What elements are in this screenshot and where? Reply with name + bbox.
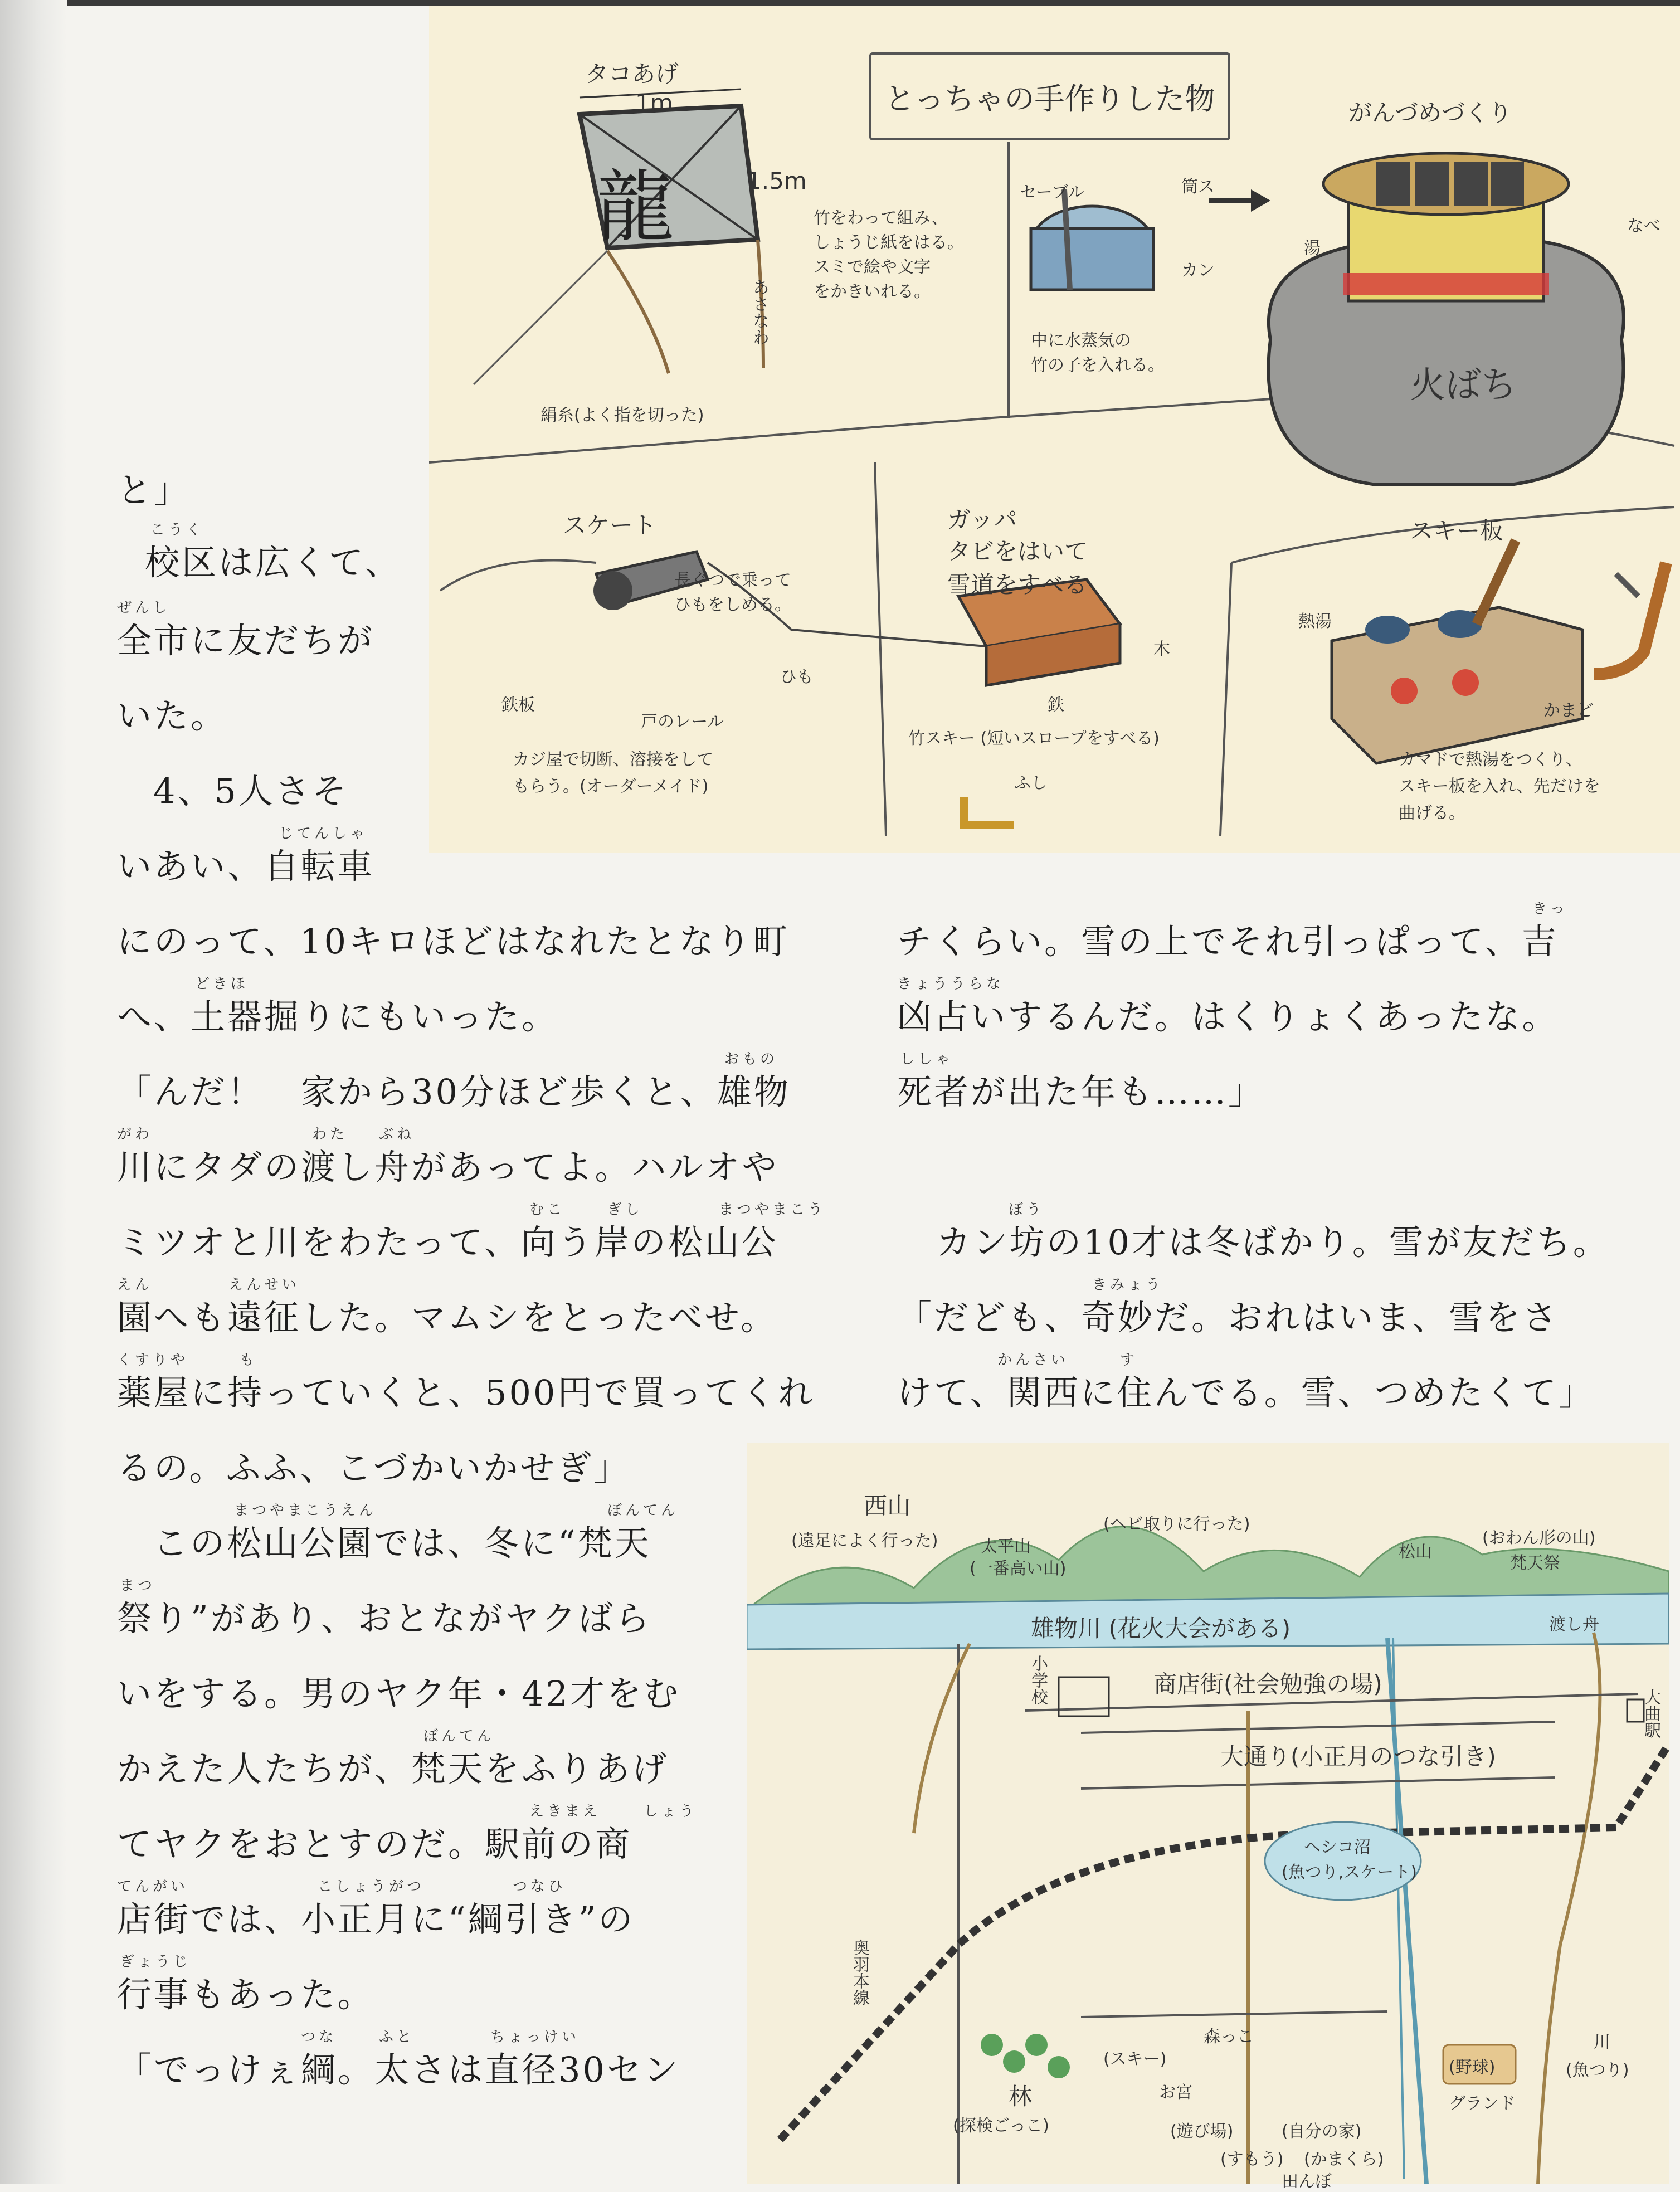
- kawa-label: 川: [1594, 2033, 1610, 2052]
- map-label: 梵天祭: [1510, 1553, 1560, 1573]
- text-line: 「だども、奇妙だ。おれはいま、雪をさ: [897, 1297, 1560, 1338]
- skate-tetsuita: 鉄板: [501, 695, 535, 715]
- text-line: 園へも遠征した。マムシをとったべせ。: [117, 1297, 777, 1338]
- crafts-illustration: [429, 6, 1680, 853]
- ski-desc-line: カマドで熱湯をつくり、: [1399, 750, 1582, 769]
- map-label: 西山: [864, 1492, 911, 1519]
- ferry-label: 渡し舟: [1549, 1615, 1599, 1634]
- river-label: 雄物川 (花火大会がある): [1031, 1615, 1291, 1642]
- ruby-text: てんがい: [117, 1878, 189, 1895]
- text-line: 店街では、小正月に“綱引き”の: [117, 1899, 635, 1940]
- pond-label: ヘシコ沼: [1304, 1838, 1371, 1857]
- kite-desc-line: 竹をわって組み、: [814, 208, 948, 228]
- page-gutter-shadow: [0, 0, 67, 2184]
- fushi-label: ふし: [1014, 773, 1048, 793]
- ski-nettou: 熱湯: [1298, 612, 1332, 631]
- ground-label: グランド: [1449, 2094, 1516, 2113]
- menko-note: [1031, 329, 1165, 378]
- omiya-label: お宮: [1159, 2083, 1192, 2102]
- text-line: にのって、10キロほどはなれたとなり町: [117, 921, 790, 962]
- text-line: 死者が出た年も……」: [897, 1071, 1265, 1112]
- ruby-text: ふと: [379, 2029, 415, 2045]
- text-line: 全市に友だちが: [117, 620, 375, 661]
- ruby-text: こしょうがつ: [318, 1878, 425, 1895]
- skate-bottom-line: もらう。(オーダーメイド): [513, 777, 709, 796]
- ski-label: スキー板: [1410, 517, 1504, 544]
- map-label: (ヘビ取りに行った): [1103, 1514, 1250, 1534]
- ruby-text: きょううらな: [897, 976, 1005, 992]
- kite-thread-label: 絹糸(よく指を切った): [540, 406, 704, 425]
- text-line: へ、土器掘りにもいった。: [117, 996, 559, 1037]
- text-line: 祭り”があり、おとながヤクばら: [117, 1598, 652, 1639]
- tanbo-label: 田んぼ: [1282, 2172, 1332, 2191]
- pot-part: セーブル: [1020, 183, 1085, 202]
- ruby-text: きみょう: [1092, 1277, 1164, 1293]
- ruby-text: も: [240, 1352, 258, 1368]
- ruby-text: えんせい: [228, 1277, 300, 1293]
- ruby-text: ぎし: [607, 1201, 644, 1218]
- text-line: いあい、自転車: [117, 846, 375, 886]
- ruby-text: がわ: [117, 1126, 153, 1143]
- text-line: けて、関西に住んでる。雪、つめたくて」: [897, 1372, 1595, 1413]
- text-line: るの。ふふ、こづかいかせぎ」: [117, 1448, 631, 1488]
- take-ski-label: 竹スキー (短いスロープをすべる): [908, 729, 1160, 748]
- ski-desc-line: 曲げる。: [1399, 803, 1465, 823]
- ruby-text: ちょっけい: [490, 2029, 580, 2045]
- ruby-text: こうく: [150, 522, 204, 538]
- map-label: (遠足によく行った): [791, 1531, 938, 1551]
- text-line: チくらい。雪の上でそれ引っぱって、吉: [897, 921, 1559, 962]
- ski-desc-line: スキー板を入れ、先だけを: [1399, 777, 1600, 796]
- text-line: 4、5人さそ: [153, 771, 349, 811]
- gappa-ki: 木: [1153, 640, 1170, 659]
- forest-sub-label: (探検ごっこ): [953, 2116, 1049, 2136]
- ruby-text: わた: [312, 1126, 348, 1143]
- skate-notes: [674, 568, 791, 617]
- text-line: かえた人たちが、梵天をふりあげ: [117, 1748, 669, 1789]
- text-line: 薬屋に持っていくと、500円で買ってくれ: [117, 1372, 815, 1413]
- school-label: 小学校: [1028, 1655, 1048, 1705]
- ski-desc: [1399, 747, 1600, 827]
- kawa-sub-label: (魚つり): [1566, 2061, 1629, 2080]
- pond-sub-label: (魚つり,スケート): [1282, 1863, 1417, 1882]
- ruby-text: どきほ: [195, 976, 249, 992]
- ruby-text: ししゃ: [900, 1051, 954, 1068]
- text-line: 「んだ！ 家から30分ほど歩くと、雄物: [117, 1071, 791, 1112]
- asobiba-label: (遊び場): [1170, 2122, 1234, 2141]
- kamakura-label: (かまくら): [1304, 2150, 1384, 2169]
- text-line: 「でっけぇ綱。太さは直径30セン: [117, 2049, 680, 2090]
- kite-height-label: 1.5m: [747, 167, 807, 194]
- ruby-text: つなひ: [513, 1878, 567, 1895]
- morikko-label: 森っこ: [1204, 2027, 1254, 2047]
- ruby-text: しょう: [644, 1803, 698, 1820]
- crafts-title: とっちゃの手作りした物: [869, 52, 1230, 140]
- pot-part: 筒ス: [1181, 177, 1215, 197]
- station-label: 大曲駅: [1641, 1688, 1660, 1738]
- ruby-text: かんさい: [997, 1352, 1069, 1368]
- ruby-text: まつやまこう: [719, 1201, 826, 1218]
- text-line: いをする。男のヤク年・42才をむ: [117, 1673, 680, 1714]
- home-label: (自分の家): [1282, 2122, 1362, 2141]
- hibachi-label: 火ばち: [1410, 365, 1517, 406]
- gappa-tetsu: 鉄: [1048, 695, 1064, 715]
- page-top-edge: [0, 0, 1680, 6]
- ski-spot-label: (スキー): [1103, 2049, 1167, 2069]
- skate-note-line: ひもをしめる。: [674, 595, 791, 615]
- ruby-text: ぶね: [379, 1126, 415, 1143]
- skate-bottom-note: [513, 747, 713, 800]
- text-line: 校区は広くて、: [145, 542, 402, 583]
- skate-label: スケート: [563, 512, 657, 539]
- kite-desc-line: スミで絵や文字: [814, 257, 931, 277]
- forest-label: 林: [1009, 2083, 1033, 2110]
- ruby-text: じてんしゃ: [279, 825, 368, 842]
- neighborhood-map: [747, 1443, 1669, 2191]
- ruby-text: ぎょうじ: [120, 1954, 192, 1970]
- gappa-desc: [947, 535, 1088, 602]
- ski-kamado: かまど: [1543, 701, 1594, 720]
- skate-himo: ひも: [780, 668, 814, 687]
- menko-label: がんづめづくり: [1348, 99, 1512, 126]
- text-line: 行事もあった。: [117, 1974, 374, 2015]
- text-line: カン坊の10才は冬ばかり。雪が友だち。: [936, 1222, 1610, 1263]
- map-label: 太平山: [981, 1537, 1031, 1556]
- pot-part: なべ: [1627, 216, 1660, 236]
- gappa-desc-line: 雪道をすべる: [947, 571, 1088, 598]
- ruby-text: ぼんてん: [607, 1502, 679, 1519]
- ruby-text: おもの: [724, 1051, 778, 1068]
- map-label: 松山: [1399, 1542, 1432, 1562]
- ruby-text: つな: [301, 2029, 337, 2045]
- skate-note-line: 長ぐつで乗って: [674, 571, 791, 590]
- map-label: (おわん形の山): [1482, 1528, 1596, 1548]
- ruby-text: むこ: [529, 1201, 566, 1218]
- ruby-text: えん: [117, 1277, 153, 1293]
- text-line: てヤクをおとすのだ。駅前の商: [117, 1824, 632, 1864]
- ruby-text: えきまえ: [529, 1803, 601, 1820]
- menko-note-line: 竹の子を入れる。: [1031, 355, 1165, 375]
- text-line: 川にタダの渡し舟があってよ。ハルオや: [117, 1147, 779, 1187]
- kite-rope-label: あさなわ: [749, 279, 769, 345]
- gappa-label: ガッパ: [947, 506, 1017, 533]
- ruby-text: まつやまこうえん: [234, 1502, 377, 1519]
- pot-part: 湯: [1304, 238, 1321, 258]
- odori-label: 大通り(小正月のつな引き): [1220, 1743, 1496, 1770]
- ruby-text: ぜんし: [117, 600, 171, 616]
- kite-kanji: 龍: [596, 162, 675, 253]
- map-label: (一番高い山): [970, 1559, 1067, 1579]
- menko-note-line: 中に水蒸気の: [1031, 331, 1131, 350]
- ruby-text: まつ: [120, 1577, 156, 1594]
- kite-desc-line: をかきいれる。: [814, 282, 931, 301]
- skate-rail: 戸のレール: [641, 712, 724, 732]
- yakyu-label: (野球): [1449, 2058, 1496, 2077]
- shotengai-label: 商店街(社会勉強の場): [1153, 1670, 1382, 1698]
- ruby-text: す: [1120, 1352, 1138, 1368]
- railway-label: 奥羽本線: [850, 1939, 869, 2006]
- text-line: 凶占いするんだ。はくりょくあったな。: [897, 996, 1559, 1037]
- text-line: この松山公園では、冬に“梵天: [153, 1523, 651, 1563]
- kite-label: タコあげ: [585, 60, 679, 87]
- text-line: ミツオと川をわたって、向う岸の松山公: [117, 1222, 778, 1263]
- sumou-label: (すもう): [1220, 2150, 1284, 2169]
- text-line: いた。: [117, 695, 228, 736]
- kite-width-label: 1m: [635, 89, 673, 116]
- ruby-text: ぼう: [1009, 1201, 1045, 1218]
- pot-part: カン: [1181, 261, 1215, 280]
- kite-desc-line: しょうじ紙をはる。: [814, 233, 964, 252]
- kite-desc: [814, 206, 964, 304]
- ruby-text: きっ: [1532, 900, 1569, 917]
- gappa-desc-line: タビをはいて: [947, 538, 1088, 565]
- ruby-text: ぼんてん: [423, 1728, 495, 1745]
- text-line: と」: [117, 470, 191, 510]
- skate-bottom-line: カジ屋で切断、溶接をして: [513, 750, 713, 769]
- ruby-text: くすりや: [117, 1352, 189, 1368]
